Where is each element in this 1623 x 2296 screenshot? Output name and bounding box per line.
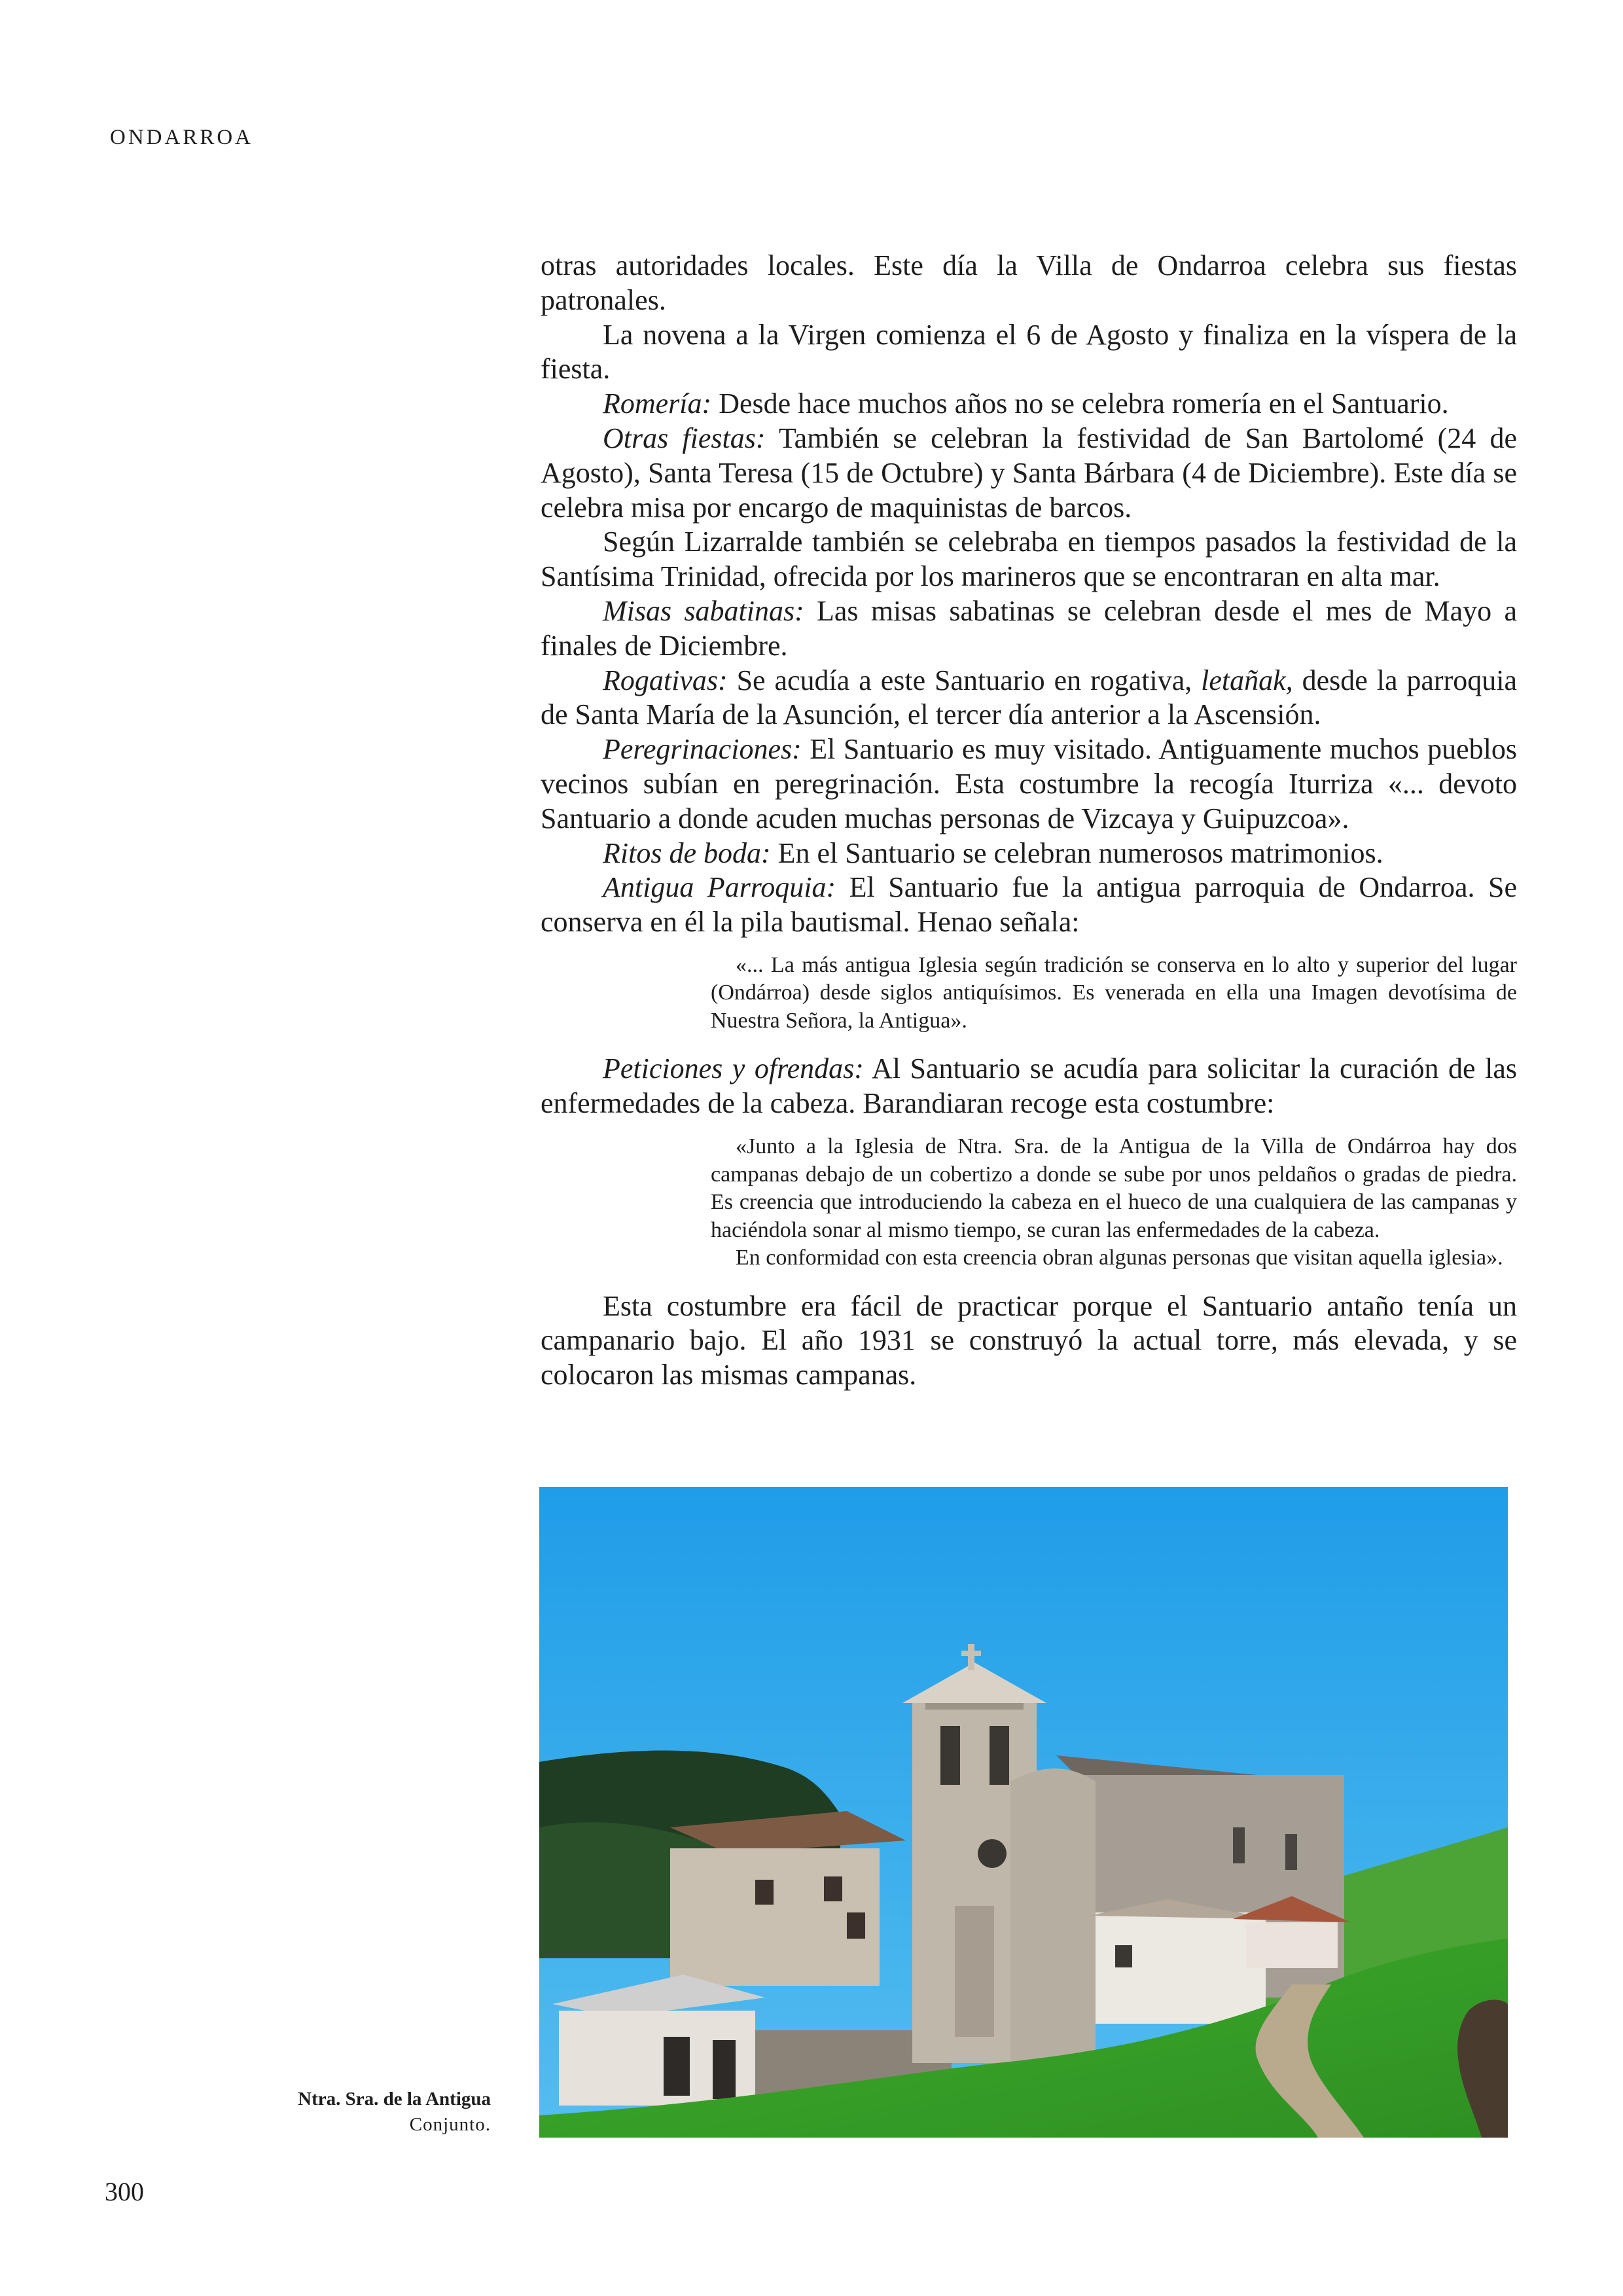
photo-caption xyxy=(298,2087,491,2138)
block-quote xyxy=(711,952,1517,1035)
paragraph: Peticiones y ofrendas: Al Santuario se acudía para solicitar la curación de las enfermedades de la cabeza. Barandiaran recoge esta costumbre: xyxy=(541,1052,1517,1120)
page-number: 300 xyxy=(105,2177,144,2206)
paragraph-label: Rogativas: xyxy=(603,664,728,696)
paragraph: Peregrinaciones: El Santuario es muy visitado. Antiguamente muchos pueblos vecinos subían en peregrinación. Esta costumbre la recogía Iturriza «... devoto Santuario a donde acuden muchas personas de Vizcaya y Guipuzcoa». xyxy=(541,733,1517,834)
paragraph: Otras fiestas: También se celebran la festividad de San Bartolomé (24 de Agosto), Santa Teresa (15 de Octubre) y Santa Bárbara (4 de Diciembre). Este día se celebra misa por encargo de maquinistas de barcos. xyxy=(541,422,1517,524)
paragraph: La novena a la Virgen comienza el 6 de Agosto y finaliza en la víspera de la fiesta. xyxy=(541,318,1517,386)
running-header: ONDARROA xyxy=(110,126,254,149)
paragraph: Ritos de boda: En el Santuario se celebran numerosos matrimonios. xyxy=(603,836,1383,869)
quote-paragraph: «... La más antigua Iglesia según tradición se conserva en lo alto y superior del lugar (Ondárroa) desde siglos antiquísimos. Es venerada en ella una Imagen devotísima de Nuestra Señora, la Antigua». xyxy=(711,952,1517,1033)
body-text xyxy=(541,249,1517,1393)
paragraph-label: Misas sabatinas: xyxy=(603,594,804,627)
sanctuary-photo xyxy=(539,1487,1508,2138)
paragraph-label: Ritos de boda: xyxy=(603,836,771,869)
quote-paragraph: «Junto a la Iglesia de Ntra. Sra. de la Antigua de la Villa de Ondárroa hay dos campanas debajo de un cobertizo a donde se sube por unos peldaños o gradas de piedra. Es creencia que introduciendo la cabeza en el hueco de una cualquiera de las campanas y haciéndola sonar al mismo tiempo, se curan las enfermedades de la cabeza. xyxy=(711,1134,1517,1242)
paragraph: Rogativas: Se acudía a este Santuario en rogativa, letañak, desde la parroquia de Santa María de la Asunción, el tercer día anterior a la Ascensión. xyxy=(541,664,1517,731)
caption-subtitle: Conjunto. xyxy=(409,2114,491,2136)
paragraph: Romería: Desde hace muchos años no se celebra romería en el Santuario. xyxy=(603,387,1449,420)
paragraph-label: Peregrinaciones: xyxy=(603,733,802,766)
paragraph-label: Antigua Parroquia: xyxy=(603,871,836,904)
quote-paragraph: En conformidad con esta creencia obran algunas personas que visitan aquella iglesia». xyxy=(736,1246,1503,1270)
round-turret xyxy=(1010,1768,1096,2063)
paragraph-label: Romería: xyxy=(603,387,712,420)
paragraph: Esta costumbre era fácil de practicar porque el Santuario antaño tenía un campanario bajo. El año 1931 se construyó la actual torre, más elevada, y se colocaron las mismas campanas. xyxy=(541,1289,1517,1391)
white-annex xyxy=(1096,1912,1266,2024)
paragraph-label: Otras fiestas: xyxy=(603,422,766,454)
paragraph: Antigua Parroquia: El Santuario fue la antigua parroquia de Ondarroa. Se conserva en él la pila bautismal. Henao señala: xyxy=(541,871,1517,939)
caption-title: Ntra. Sra. de la Antigua xyxy=(298,2089,491,2109)
paragraph-label: Peticiones y ofrendas: xyxy=(603,1052,864,1085)
paragraph: otras autoridades locales. Este día la Villa de Ondarroa celebra sus fiestas patronales. xyxy=(541,249,1517,316)
block-quote xyxy=(711,1133,1517,1272)
paragraph: Según Lizarralde también se celebraba en tiempos pasados la festividad de la Santísima Trinidad, ofrecida por los marineros que se encontraran en alta mar. xyxy=(541,526,1517,593)
paragraph: Misas sabatinas: Las misas sabatinas se celebran desde el mes de Mayo a finales de Diciembre. xyxy=(541,594,1517,662)
